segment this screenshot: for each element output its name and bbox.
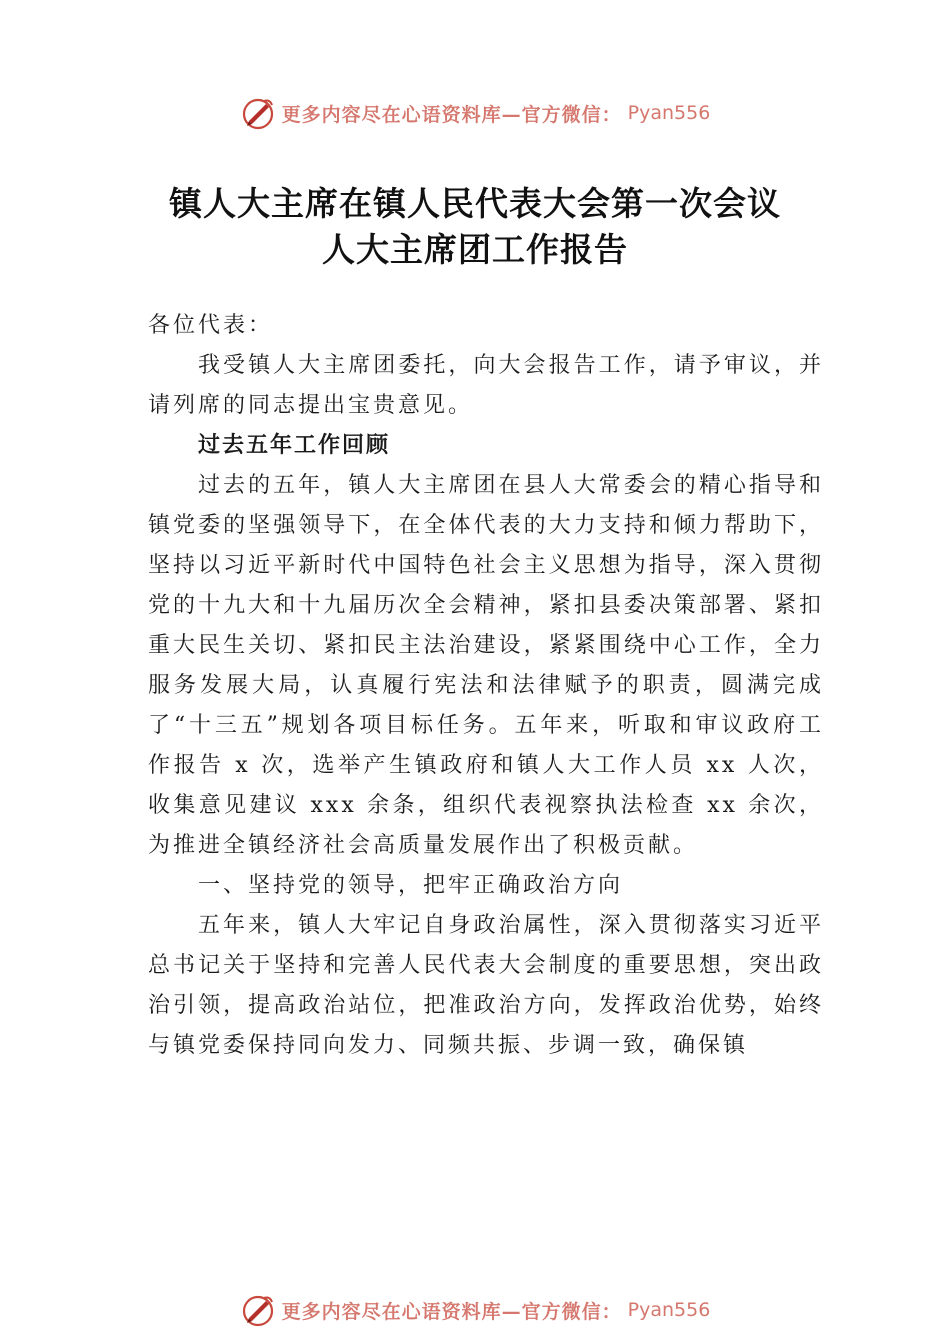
pen-logo-icon: [240, 95, 276, 131]
review-paragraph: 过去的五年，镇人大主席团在县人大常委会的精心指导和镇党委的坚强领导下，在全体代表的大力支持和倾力帮助下，坚持以习近平新时代中国特色社会主义思想为指导，深入贯彻党的十九大和十九届历次全会精神，紧扣县委决策部署、紧扣重大民生关切、紧扣民主法治建设，紧紧围绕中心工作，全力服务发展大局，认真履行宪法和法律赋予的职责，圆满完成了“十三五”规划各项目标任务。五年来，听取和审议政府工作报告 x 次，选举产生镇政府和镇人大工作人员 xx 人次，收集意见建议 xxx 余条，组织代表视察执法检查 xx 余次，为推进全镇经济社会高质量发展作出了积极贡献。: [148, 473, 824, 858]
intro-paragraph: 我受镇人大主席团委托，向大会报告工作，请予审议，并请列席的同志提出宝贵意见。: [148, 353, 824, 418]
section-heading: 过去五年工作回顾: [198, 433, 391, 458]
wechat-id: Pyan556: [627, 102, 711, 124]
wechat-id: Pyan556: [627, 1299, 711, 1321]
page-title-line-1: 镇人大主席在镇人民代表大会第一次会议: [169, 184, 781, 223]
salutation: 各位代表：: [148, 313, 274, 338]
document-body: [148, 306, 824, 1066]
header-watermark: [0, 93, 950, 133]
watermark-text: 更多内容尽在心语资料库—官方微信：: [281, 1300, 622, 1323]
watermark-text: 更多内容尽在心语资料库—官方微信：: [281, 103, 622, 126]
paragraph-1: 五年来，镇人大牢记自身政治属性，深入贯彻落实习近平总书记关于坚持和完善人民代表大会制度的重要思想，突出政治引领，提高政治站位，把准政治方向，发挥政治优势，始终与镇党委保持同向发力、同频共振、步调一致，确保镇: [148, 913, 824, 1058]
pen-logo-icon: [240, 1292, 276, 1328]
footer-watermark: [0, 1290, 950, 1330]
page-title-line-2: 人大主席团工作报告: [322, 230, 628, 269]
subheading-1: 一、坚持党的领导，把牢正确政治方向: [198, 873, 624, 898]
